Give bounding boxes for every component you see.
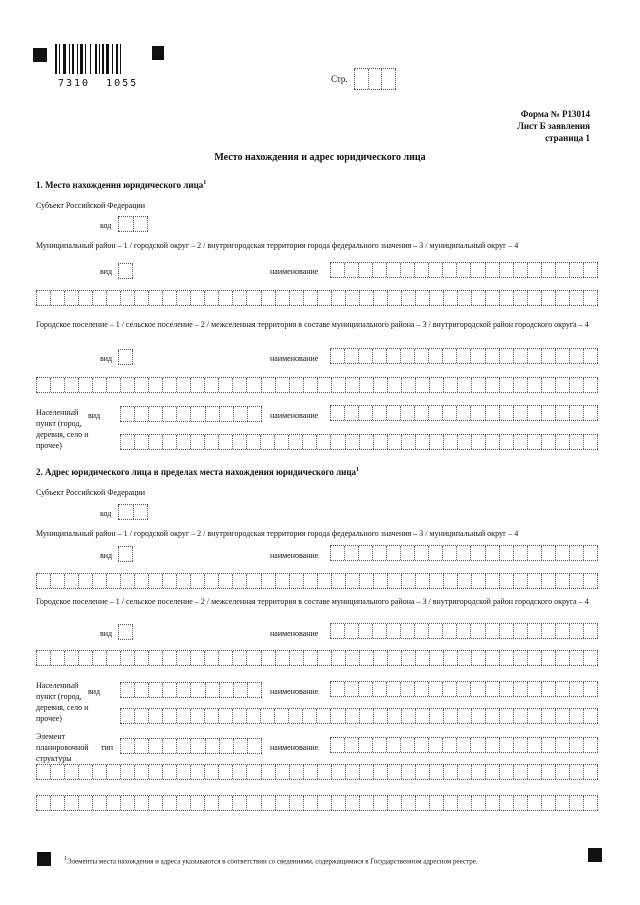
name-label: наименование bbox=[270, 551, 319, 560]
element-type-label: тип bbox=[101, 743, 114, 752]
type-label: вид bbox=[100, 551, 113, 560]
name-label: наименование bbox=[270, 743, 319, 752]
corner-marker bbox=[33, 48, 47, 62]
settlement-name-cells[interactable] bbox=[330, 348, 598, 364]
settlement-name-cells[interactable] bbox=[330, 623, 598, 639]
barcode-number: 7310 1055 bbox=[58, 78, 139, 89]
type-label: вид bbox=[100, 629, 113, 638]
corner-marker bbox=[152, 46, 164, 60]
locality-label: Населенный пункт (город, деревня, село и прочее) bbox=[36, 681, 89, 723]
element-name-cells[interactable] bbox=[330, 737, 598, 753]
name-label: наименование bbox=[270, 354, 319, 363]
page-sub: страница 1 bbox=[545, 133, 590, 143]
municipal-name-cells[interactable] bbox=[330, 545, 598, 561]
page-title: Место нахождения и адрес юридического лица bbox=[214, 152, 426, 163]
name-label: наименование bbox=[270, 629, 319, 638]
section1-title: 1. Место нахождения юридического лица$^1$ bbox=[36, 180, 207, 190]
municipal-type-cell[interactable] bbox=[118, 263, 133, 279]
locality-type-cells[interactable] bbox=[120, 406, 262, 422]
locality-name-cells[interactable] bbox=[330, 405, 598, 421]
page-number-cells[interactable] bbox=[354, 68, 396, 90]
element-name-cells-3[interactable] bbox=[36, 795, 598, 811]
settlement-type-cell[interactable] bbox=[118, 349, 133, 365]
type-label: вид bbox=[100, 354, 113, 363]
municipal-name-cells-2[interactable] bbox=[36, 290, 598, 306]
locality-label: Населенный пункт (город, деревня, село и прочее) bbox=[36, 408, 89, 450]
locality-type-cells[interactable] bbox=[120, 682, 262, 698]
municipal-label: Муниципальный район – 1 / городской округ – 2 / внутригородская территория города федерального значения – 3 / муниципальный округ – 4 bbox=[36, 529, 519, 538]
municipal-label: Муниципальный район – 1 / городской округ – 2 / внутригородская территория города федерального значения – 3 / муниципальный округ – 4 bbox=[36, 241, 519, 250]
settlement-name-cells-2[interactable] bbox=[36, 377, 598, 393]
municipal-name-cells-2[interactable] bbox=[36, 573, 598, 589]
sheet-label: Лист Б заявления bbox=[517, 121, 590, 131]
subject-code-cells[interactable] bbox=[118, 504, 148, 520]
code-label: код bbox=[100, 221, 112, 230]
code-label: код bbox=[100, 509, 112, 518]
settlement-label: Городское поселение – 1 / сельское поселение – 2 / межселенная территория в составе муниципального района – 3 / внутригородской район городского округа – 4 bbox=[36, 320, 589, 329]
footnote: $^1$Элементы места нахождения и адреса указываются в соответствии со сведениями, содержащимися в Государственном адресном реестре. bbox=[64, 856, 478, 866]
type-label: вид bbox=[88, 411, 101, 420]
subject-code-cells[interactable] bbox=[118, 216, 148, 232]
type-label: вид bbox=[88, 687, 101, 696]
page-label: Стр. bbox=[331, 74, 348, 84]
section2-title: 2. Адрес юридического лица в пределах места нахождения юридического лица$^1$ bbox=[36, 467, 360, 477]
settlement-name-cells-2[interactable] bbox=[36, 650, 598, 666]
element-type-cells[interactable] bbox=[120, 738, 262, 754]
name-label: наименование bbox=[270, 267, 319, 276]
subject-label: Субъект Российской Федерации bbox=[36, 201, 146, 210]
name-label: наименование bbox=[270, 411, 319, 420]
locality-name-cells-2[interactable] bbox=[120, 434, 598, 450]
form-number: Форма № Р13014 bbox=[520, 109, 590, 119]
corner-marker bbox=[588, 848, 602, 862]
subject-label: Субъект Российской Федерации bbox=[36, 488, 146, 497]
element-name-cells-2[interactable] bbox=[36, 764, 598, 780]
settlement-type-cell[interactable] bbox=[118, 624, 133, 640]
municipal-type-cell[interactable] bbox=[118, 546, 133, 562]
settlement-label: Городское поселение – 1 / сельское поселение – 2 / межселенная территория в составе муниципального района – 3 / внутригородской район городского округа – 4 bbox=[36, 597, 589, 606]
type-label: вид bbox=[100, 267, 113, 276]
locality-name-cells-2[interactable] bbox=[120, 708, 598, 724]
barcode bbox=[55, 44, 135, 74]
municipal-name-cells[interactable] bbox=[330, 262, 598, 278]
locality-name-cells[interactable] bbox=[330, 681, 598, 697]
corner-marker bbox=[37, 852, 51, 866]
name-label: наименование bbox=[270, 687, 319, 696]
element-label: Элемент планировочной структуры bbox=[36, 732, 89, 763]
